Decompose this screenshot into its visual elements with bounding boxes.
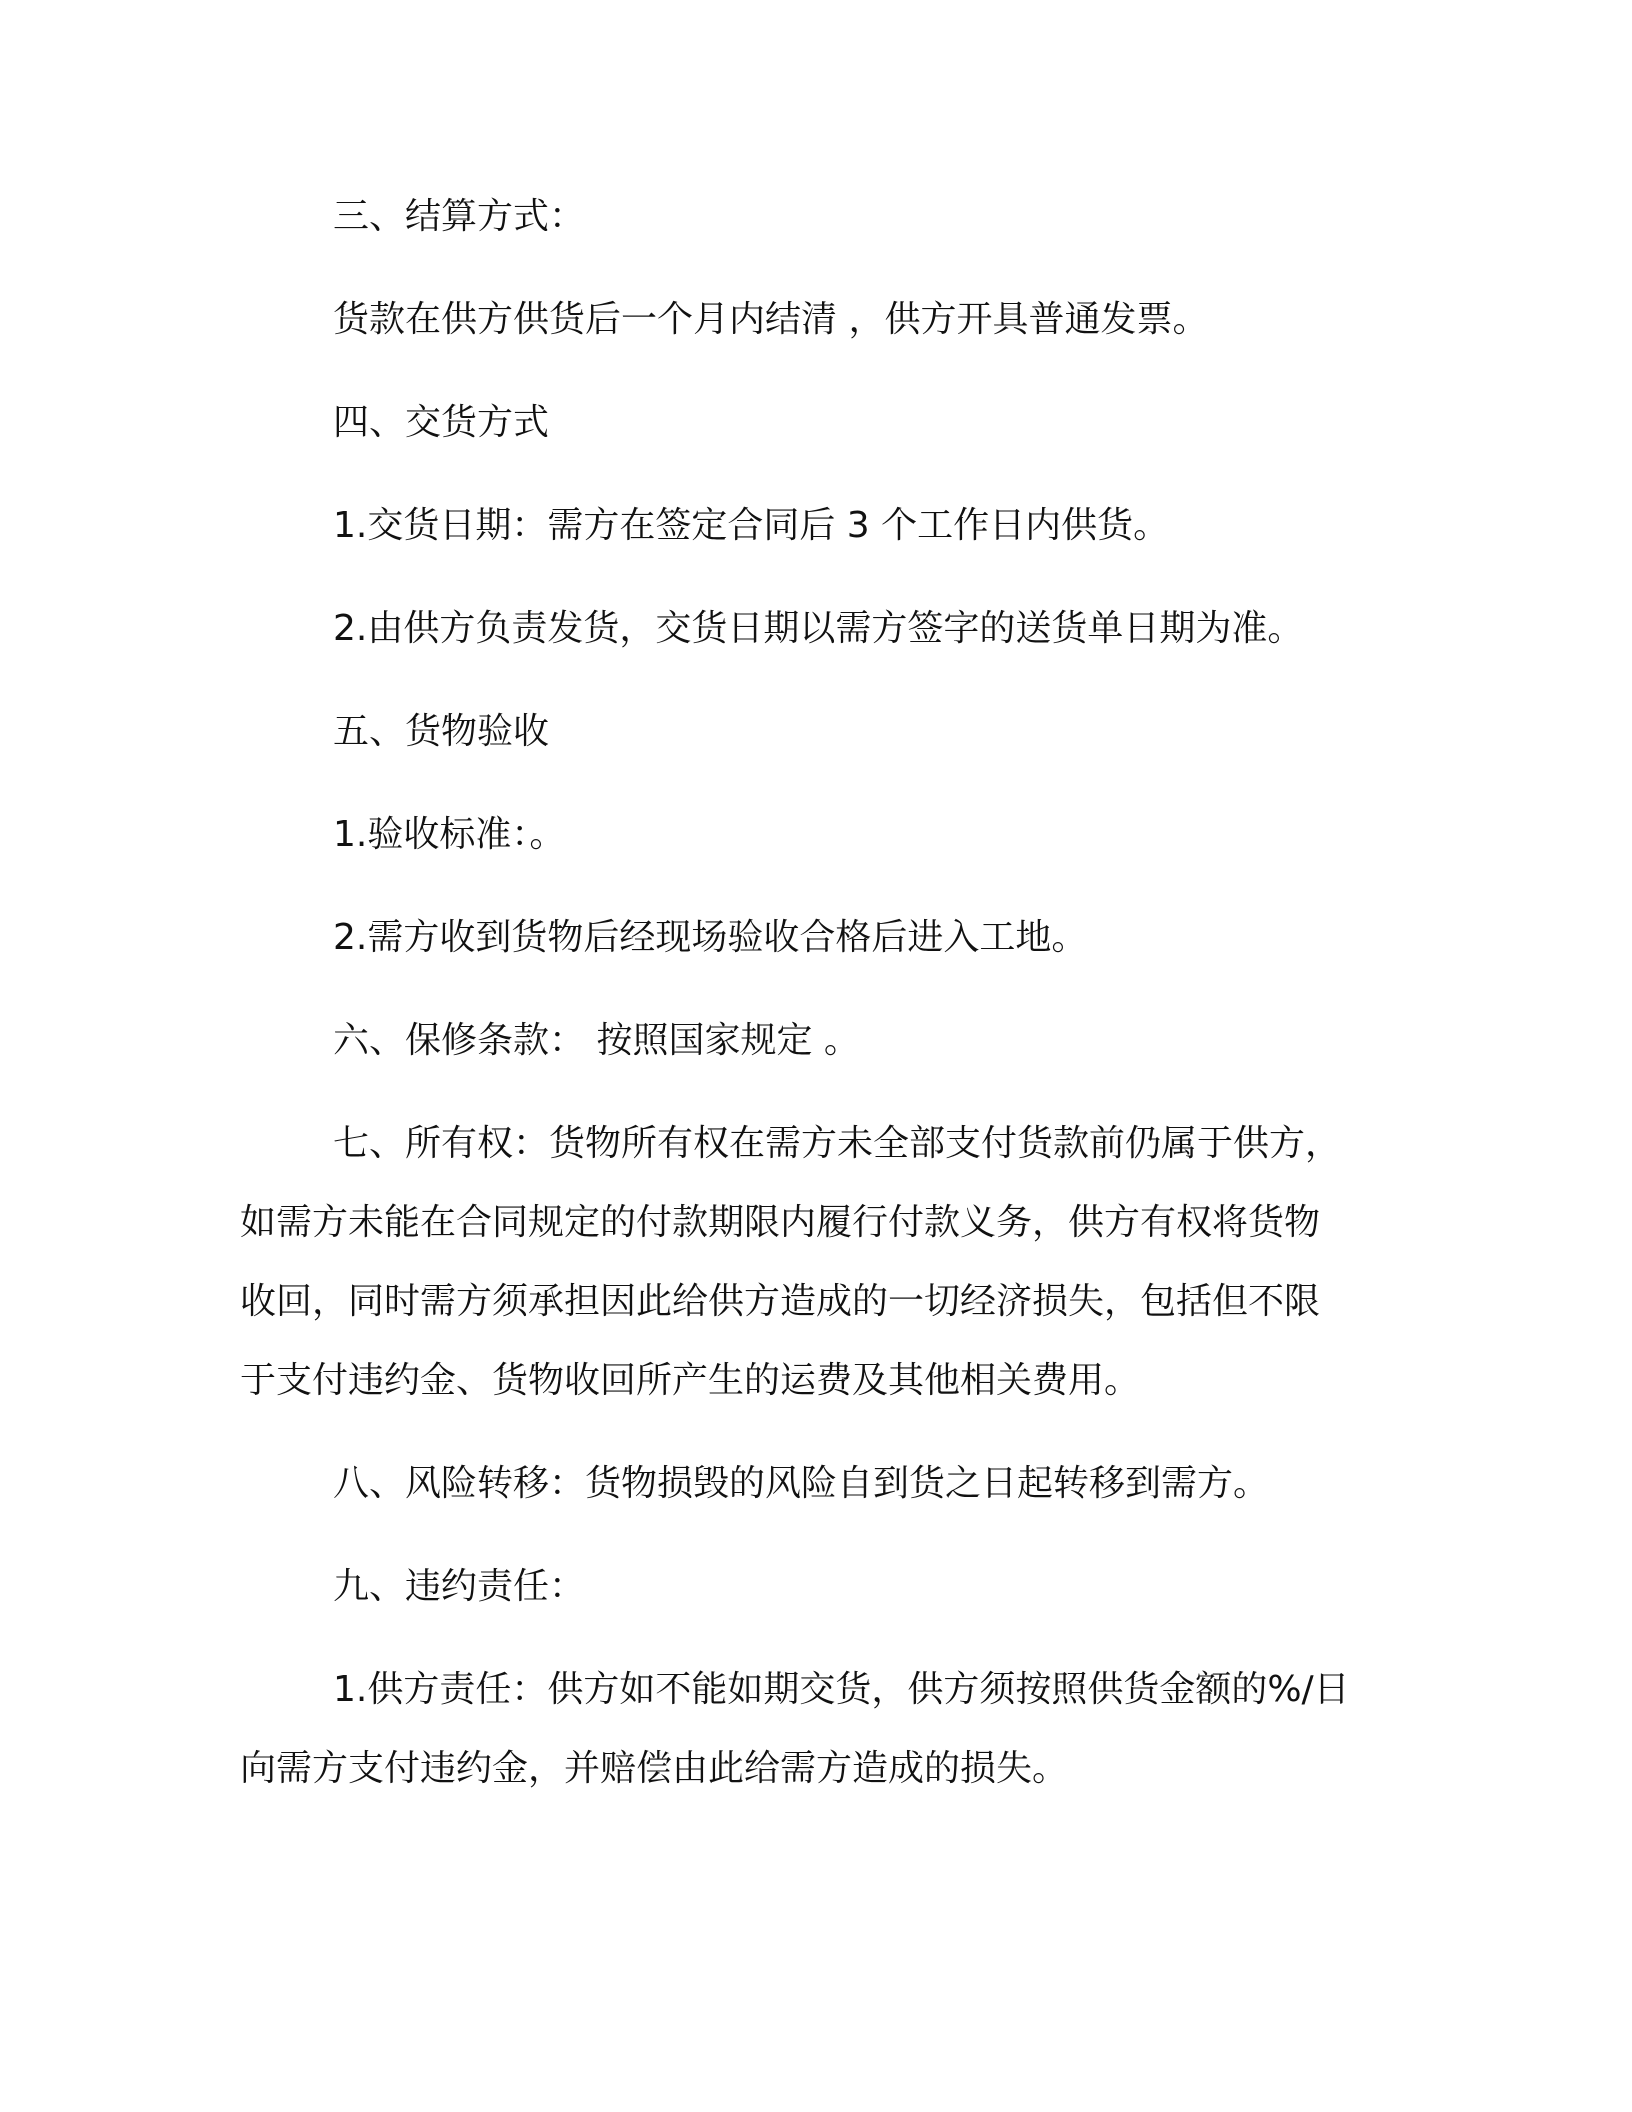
section-heading-settlement: 三、结算方式： (333, 196, 586, 237)
delivery-item-1: 1.交货日期：需方在签定合同后 3 个工作日内供货。 (333, 505, 1170, 546)
section-risk-transfer: 八、风险转移：货物损毁的风险自到货之日起转移到需方。 (333, 1463, 1270, 1504)
section-warranty: 六、保修条款： 按照国家规定 。 (333, 1020, 860, 1061)
acceptance-item-1: 1.验收标准：。 (333, 814, 566, 855)
section-ownership-line-3: 收回，同时需方须承担因此给供方造成的一切经济损失，包括但不限 (240, 1281, 1321, 1322)
liability-item-1-line-2: 向需方支付违约金，并赔偿由此给需方造成的损失。 (240, 1748, 1069, 1789)
section-heading-acceptance: 五、货物验收 (333, 711, 550, 752)
section-ownership-line-4: 于支付违约金、货物收回所产生的运费及其他相关费用。 (240, 1360, 1141, 1401)
acceptance-item-2: 2.需方收到货物后经现场验收合格后进入工地。 (333, 917, 1088, 958)
section-ownership-line-2: 如需方未能在合同规定的付款期限内履行付款义务，供方有权将货物 (240, 1202, 1321, 1243)
section-heading-liability: 九、违约责任： (333, 1566, 586, 1607)
liability-item-1-line-1: 1.供方责任：供方如不能如期交货，供方须按照供货金额的%/日 (333, 1669, 1350, 1710)
section-ownership-line-1: 七、所有权：货物所有权在需方未全部支付货款前仍属于供方， (333, 1123, 1342, 1164)
section-heading-delivery: 四、交货方式 (333, 402, 550, 443)
delivery-item-2: 2.由供方负责发货，交货日期以需方签字的送货单日期为准。 (333, 608, 1304, 649)
settlement-text: 货款在供方供货后一个月内结清 ，供方开具普通发票。 (333, 299, 1209, 340)
